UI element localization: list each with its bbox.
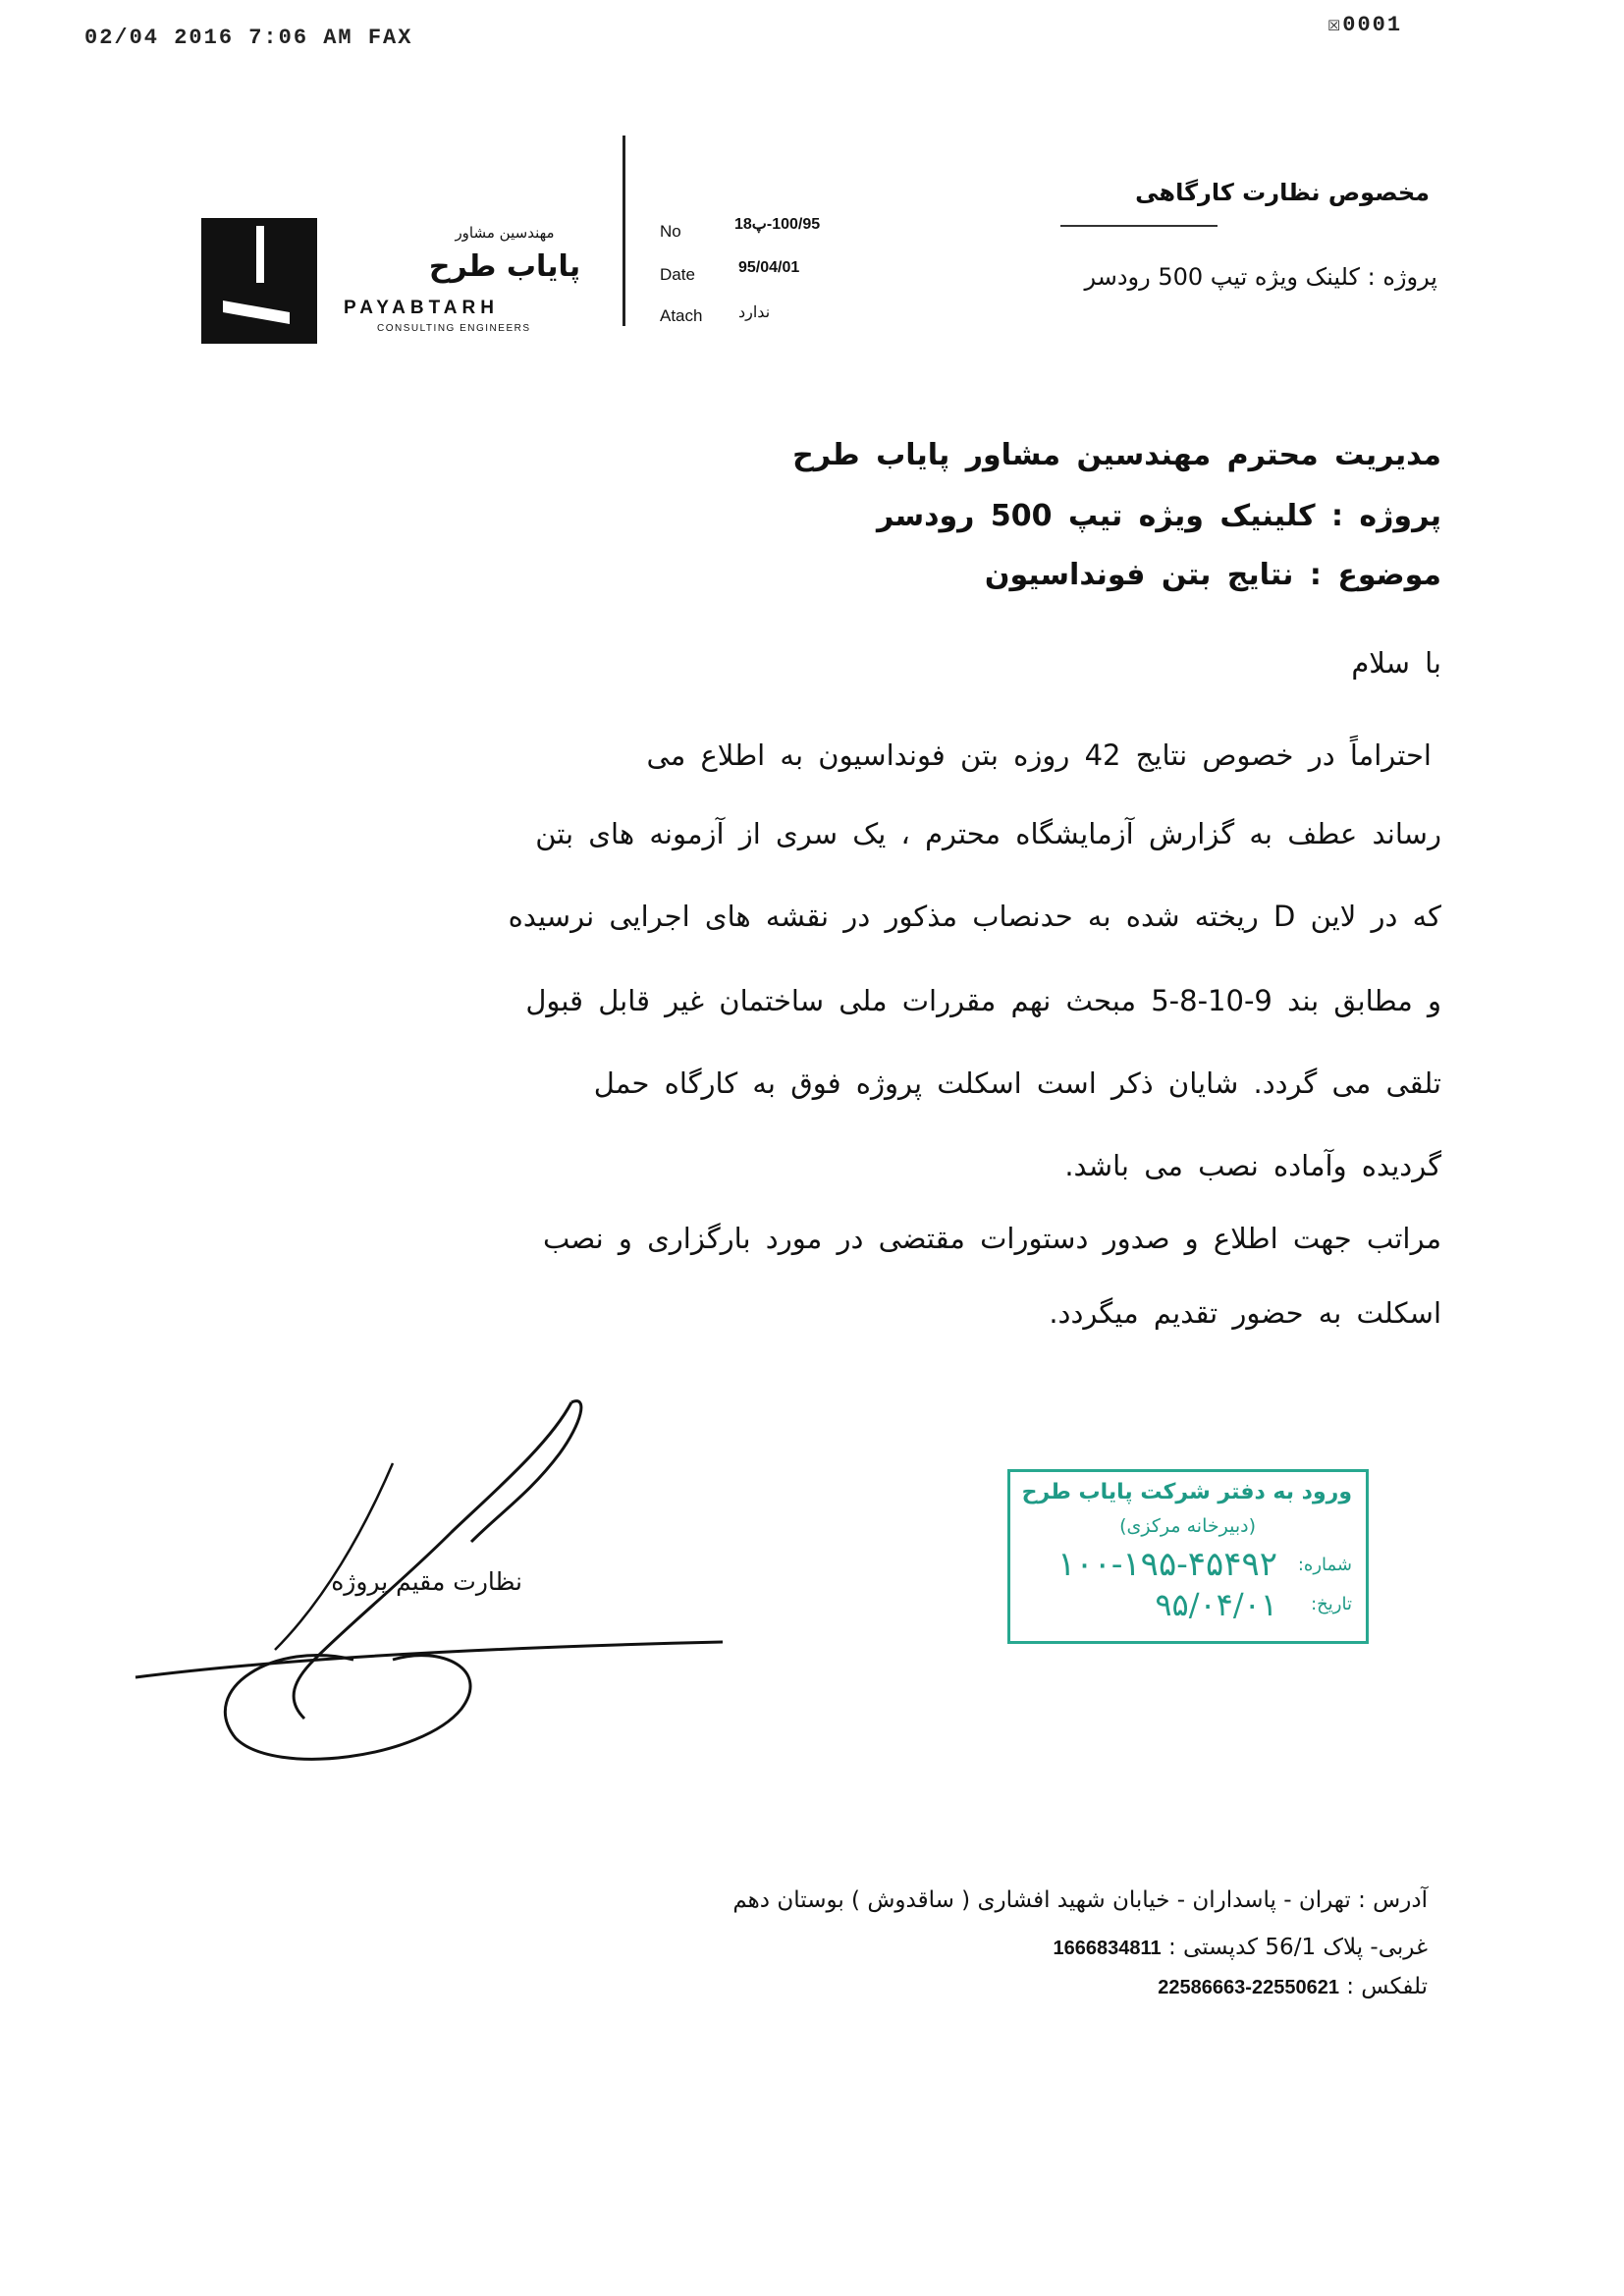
logo-icon: [201, 218, 317, 344]
subject-line: موضوع : نتایج بتن فونداسیون: [984, 558, 1441, 592]
stamp-date-label: تاریخ:: [1311, 1594, 1352, 1614]
footer-postal-label: غربی- پلاک 56/1 کدپستی :: [1167, 1935, 1428, 1960]
body-line-3: که در لاین D ریخته شده به حدنصاب مذکور در نقشه های اجرایی نرسیده: [508, 900, 1441, 933]
body-line-6: گردیده وآماده نصب می باشد.: [1064, 1149, 1441, 1182]
stamp-number-value: ۱۰۰-۱۹۵-۴۵۴۹۲: [1057, 1545, 1277, 1584]
footer-address-line-1: آدرس : تهران - پاسداران - خیابان شهید افشاری ( ساقدوش ) بوستان دهم: [732, 1887, 1428, 1913]
footer-postal-code: 1666834811: [1053, 1938, 1162, 1959]
logo-english-subtitle: CONSULTING ENGINEERS: [377, 323, 531, 334]
body-line-1: احتراماً در خصوص نتایج 42 روزه بتن فونداسیون به اطلاع می: [646, 738, 1432, 772]
addressee-line-1: مدیریت محترم مهندسین مشاور پایاب طرح: [792, 438, 1441, 472]
project-header: پروژه : کلینک ویژه تیپ 500 رودسر: [1084, 263, 1437, 291]
footer-fax-line: [1158, 1974, 1428, 1999]
body-line-7: مراتب جهت اطلاع و صدور دستورات مقتضی در مورد بارگزاری و نصب: [542, 1222, 1441, 1255]
greeting: با سلام: [1351, 646, 1441, 680]
footer-address-line-2: [1054, 1935, 1428, 1960]
stamp-subtitle: (دبیرخانه مرکزی): [1119, 1515, 1256, 1537]
fax-page-icon: ☒: [1327, 13, 1343, 37]
logo-english-name: PAYABTARH: [344, 298, 499, 318]
registration-stamp: [1007, 1469, 1369, 1644]
fax-page-number: [1327, 12, 1402, 37]
fax-header: 02/04 2016 7:06 AM FAX: [84, 26, 413, 50]
body-line-2: رساند عطف به گزارش آزمایشگاه محترم ، یک سری از آزمونه های بتن: [535, 817, 1441, 850]
footer-fax-label: تلفکس :: [1346, 1974, 1428, 1999]
addressee-line-2: پروژه : کلینیک ویژه تیپ 500 رودسر: [876, 499, 1441, 533]
company-logo-mark: [201, 218, 317, 344]
stamp-number-label: شماره:: [1297, 1555, 1352, 1575]
header-divider: [623, 136, 625, 326]
date-value: 95/04/01: [738, 259, 800, 276]
fax-page-label: 0001: [1342, 13, 1403, 37]
logo-persian-subtitle: مهندسین مشاور: [455, 224, 555, 242]
no-value: 100/95-پ18: [734, 216, 821, 233]
attach-value: ندارد: [738, 304, 771, 321]
logo-persian-name: پایاب طرح: [428, 249, 581, 284]
no-label: No: [660, 222, 681, 241]
body-line-8: اسکلت به حضور تقدیم میگردد.: [1049, 1296, 1441, 1330]
stamp-date-value: ۹۵/۰۴/۰۱: [1155, 1586, 1277, 1623]
body-line-4: و مطابق بند 9-10-8-5 مبحث نهم مقررات ملی ساختمان غیر قابل قبول: [525, 984, 1441, 1017]
attach-label: Atach: [660, 306, 703, 325]
date-label: Date: [660, 265, 695, 284]
stamp-title: ورود به دفتر شرکت پایاب طرح: [1021, 1480, 1352, 1504]
signer-title: نظارت مقیم پروژه: [331, 1567, 522, 1596]
body-line-5: تلقی می گردد. شایان ذکر است اسکلت پروژه فوق به کارگاه حمل: [593, 1066, 1441, 1100]
footer-fax-numbers: 22550621-22586663: [1158, 1977, 1339, 1998]
supervision-title: مخصوص نظارت کارگاهی: [1135, 179, 1430, 206]
supervision-underline: [1060, 225, 1218, 227]
